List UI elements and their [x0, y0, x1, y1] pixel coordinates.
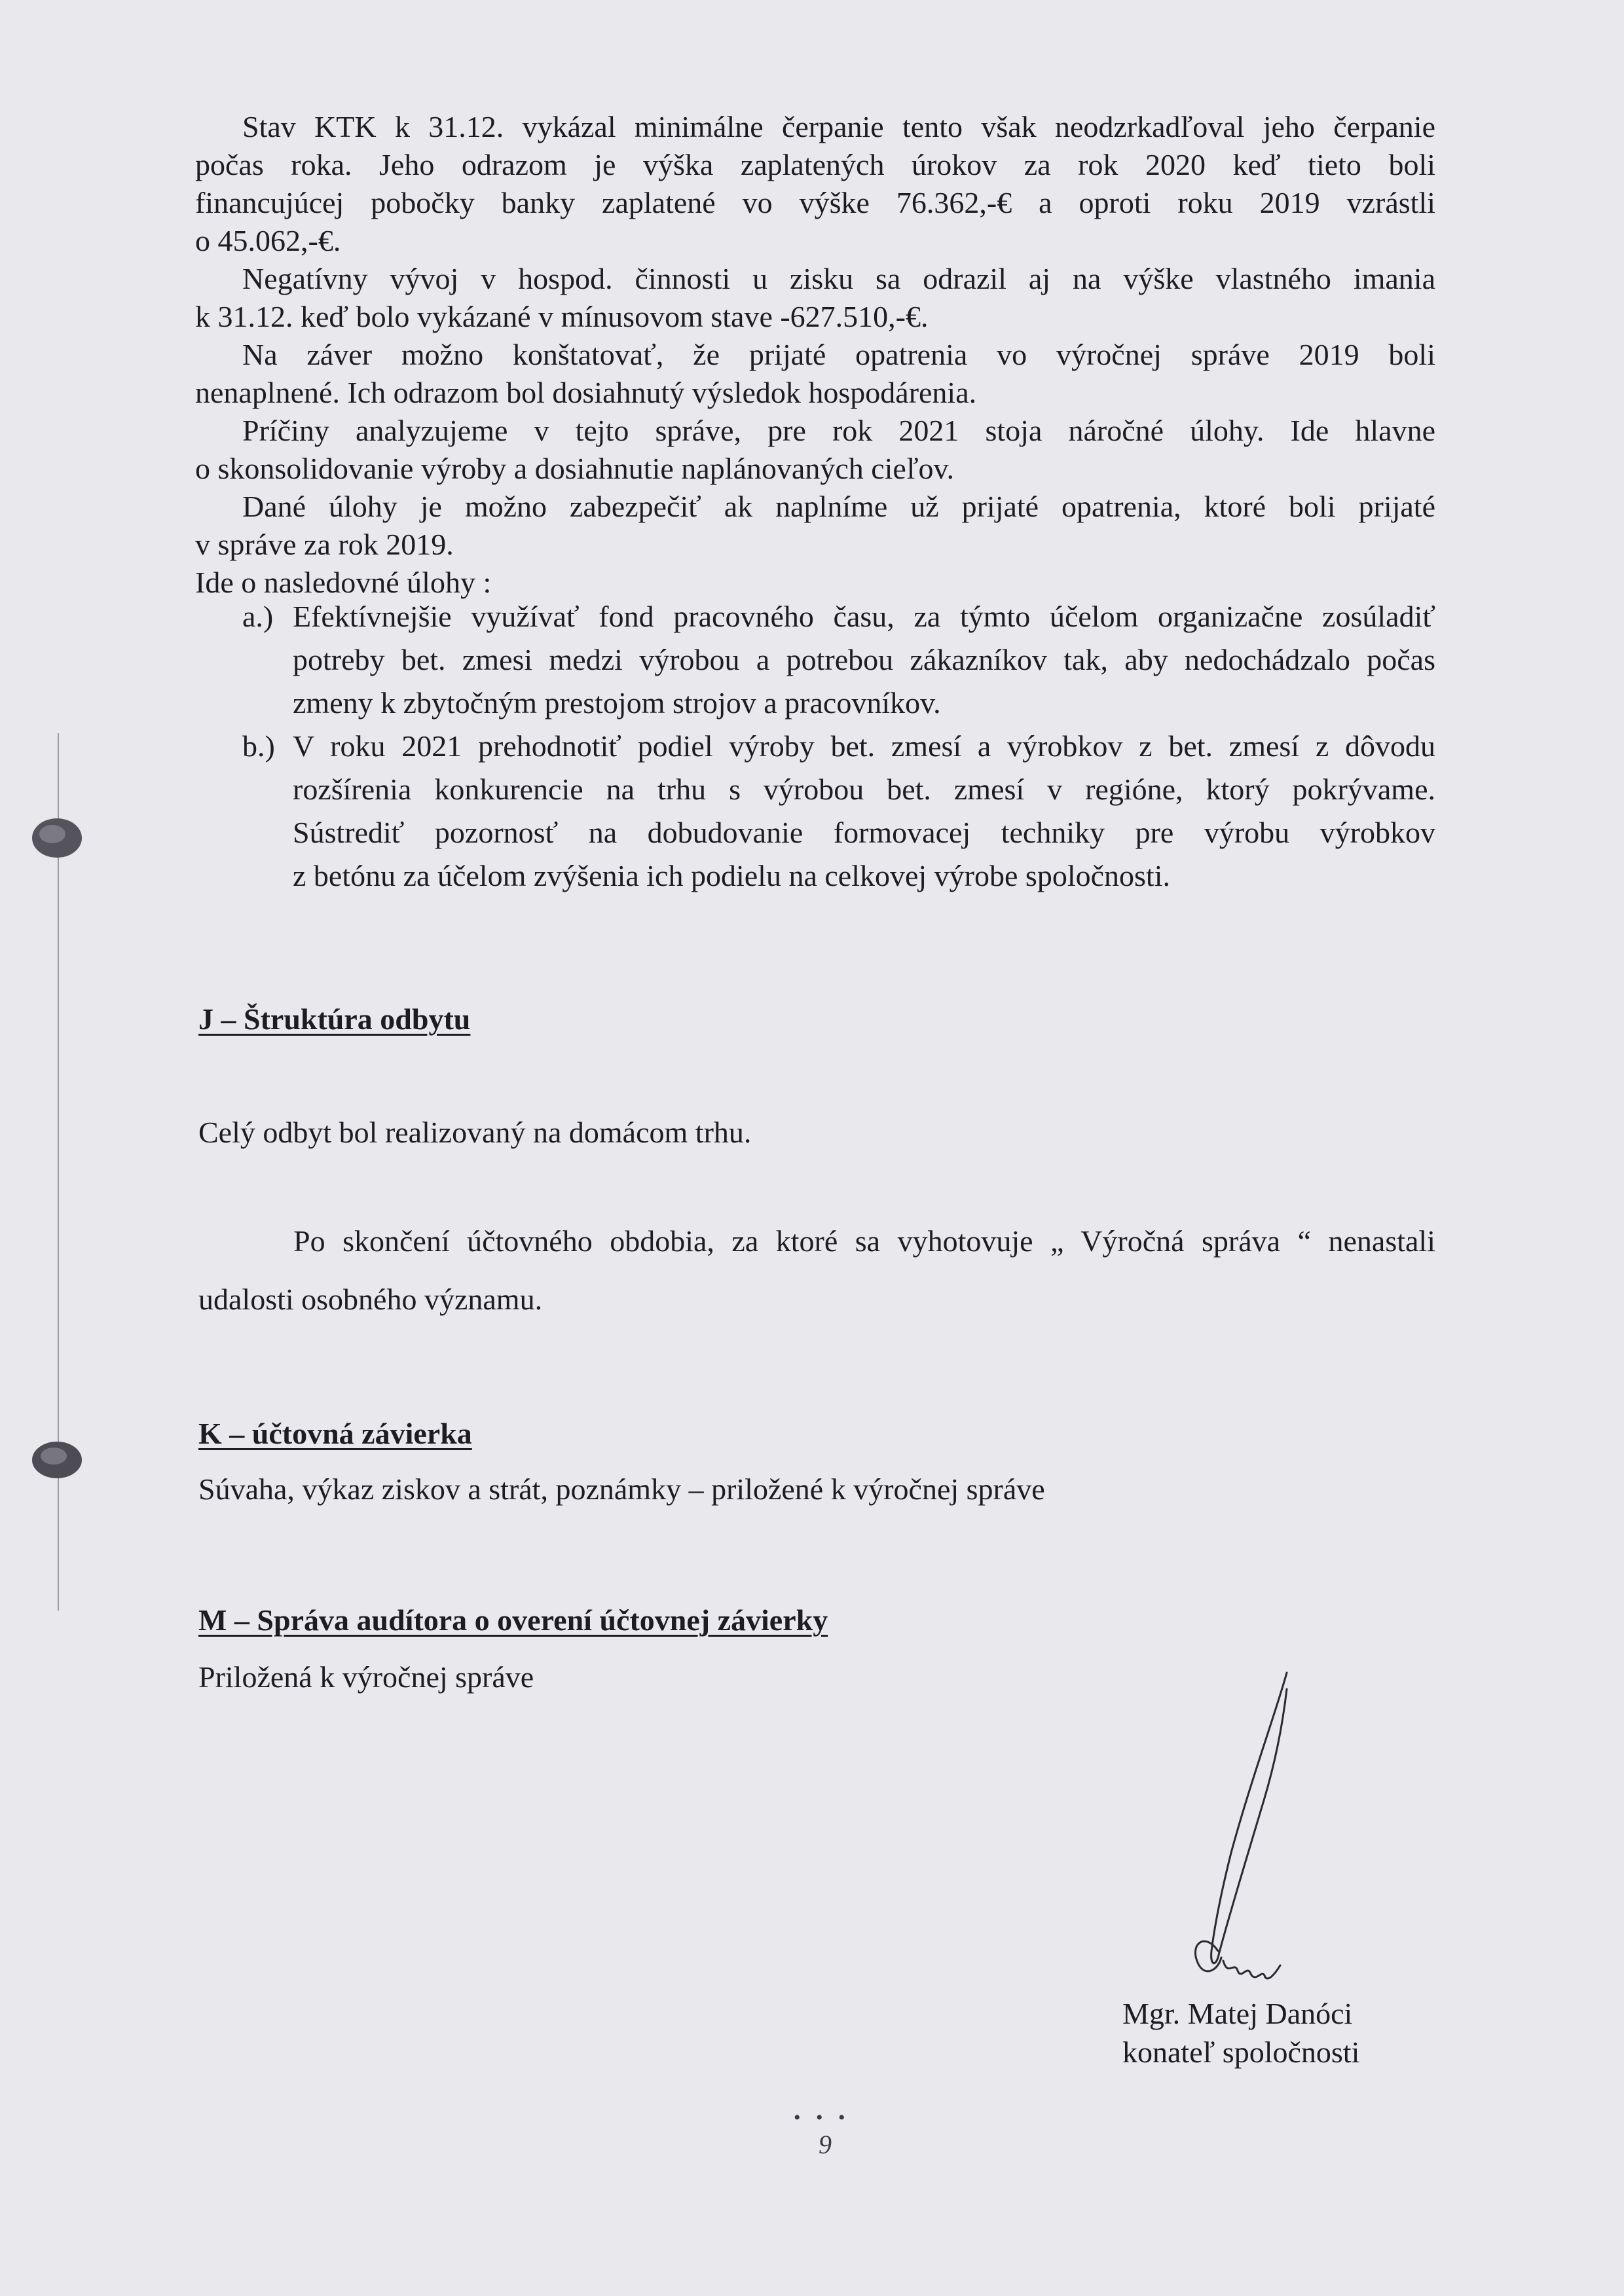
list-label: a.)	[242, 600, 274, 633]
text-line: o skonsolidovanie výroby a dosiahnutie naplánovaných cieľov.	[195, 452, 955, 485]
punch-hole-mark	[28, 1434, 86, 1486]
text-line: V roku 2021 prehodnotiť podiel výroby bet. zmesí a výrobkov z bet. zmesí z dôvodu	[293, 729, 1435, 763]
body-text	[195, 108, 1435, 602]
section-m-heading: M – Správa audítora o overení účtovnej závierky	[198, 1603, 828, 1637]
text-line: Efektívnejšie využívať fond pracovného času, za týmto účelom organizačne zosúladiť	[293, 600, 1435, 633]
text-line: z betónu za účelom zvýšenia ich podielu na celkovej výrobe spoločnosti.	[293, 859, 1170, 892]
text-line: Sústrediť pozornosť na dobudovanie formovacej techniky pre výrobu výrobkov	[293, 816, 1435, 849]
text-line: Príčiny analyzujeme v tejto správe, pre rok 2021 stoja náročné úlohy. Ide hlavne	[242, 414, 1435, 447]
text-line: Na záver možno konštatovať, že prijaté opatrenia vo výročnej správe 2019 boli	[242, 338, 1435, 371]
section-m-text: Priložená k výročnej správe	[198, 1660, 534, 1694]
closing-statement-line: udalosti osobného významu.	[198, 1283, 543, 1316]
handwritten-signature	[1153, 1669, 1303, 1984]
text-line: v správe za rok 2019.	[195, 528, 454, 561]
text-line: Dané úlohy je možno zabezpečiť ak naplníme už prijaté opatrenia, ktoré boli prijaté	[242, 490, 1435, 523]
text-line: nenaplnené. Ich odrazom bol dosiahnutý výsledok hospodárenia.	[195, 376, 977, 409]
footer-ornament: • • •	[794, 2107, 851, 2128]
text-line: o 45.062,-€.	[195, 224, 341, 257]
closing-statement-line: Po skončení účtovného obdobia, za ktoré sa vyhotovuje „ Výročná správa “ nenastali	[293, 1224, 1435, 1258]
signatory-name: Mgr. Matej Danóci	[1122, 1997, 1353, 2030]
text-line: počas roka. Jeho odrazom je výška zaplatených úrokov za rok 2020 keď tieto boli	[195, 148, 1435, 181]
page-number: 9	[819, 2130, 832, 2159]
section-j-text: Celý odbyt bol realizovaný na domácom trhu.	[198, 1116, 752, 1149]
section-j-heading: J – Štruktúra odbytu	[198, 1002, 471, 1036]
text-line: potreby bet. zmesi medzi výrobou a potrebou zákazníkov tak, aby nedochádzalo počas	[293, 643, 1435, 676]
section-k-text: Súvaha, výkaz ziskov a strát, poznámky – priložené k výročnej správe	[198, 1472, 1045, 1506]
punch-hole-mark	[28, 812, 86, 864]
text-line: Ide o nasledovné úlohy :	[195, 566, 492, 599]
text-line: zmeny k zbytočným prestojom strojov a pracovníkov.	[293, 686, 941, 720]
text-line: Stav KTK k 31.12. vykázal minimálne čerpanie tento však neodzrkadľoval jeho čerpanie	[242, 110, 1435, 143]
text-line: rozšírenia konkurencie na trhu s výrobou bet. zmesí v regióne, ktorý pokrývame.	[293, 773, 1435, 806]
text-line: k 31.12. keď bolo vykázané v mínusovom stave -627.510,-€.	[195, 300, 929, 333]
signatory-role: konateľ spoločnosti	[1122, 2035, 1360, 2069]
text-line: Negatívny vývoj v hospod. činnosti u zisku sa odrazil aj na výške vlastného imania	[242, 262, 1435, 295]
section-k-heading: K – účtovná závierka	[198, 1417, 472, 1450]
list-label: b.)	[242, 729, 275, 763]
text-line: financujúcej pobočky banky zaplatené vo výške 76.362,-€ a oproti roku 2019 vzrástli	[195, 186, 1435, 219]
